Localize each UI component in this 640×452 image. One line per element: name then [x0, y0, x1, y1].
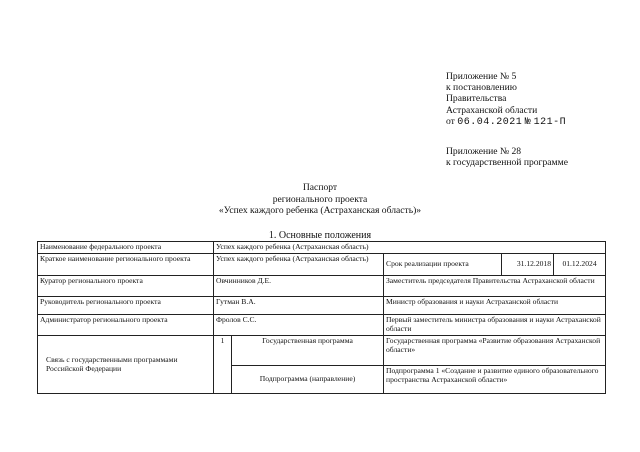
appendix-5-line2: Правительства — [446, 93, 507, 105]
passport-title-line2: регионального проекта — [272, 193, 368, 205]
appendix-5-line1: к постановлению — [446, 82, 517, 94]
links-label: Связь с государственными программами Российской Федерации — [38, 336, 214, 394]
appendix-28-line1: к государственной программе — [446, 157, 568, 169]
short-name-value: Успех каждого ребенка (Астраханская область) — [214, 254, 384, 276]
appendix-5-block — [446, 71, 566, 128]
curator-name: Овчинников Д.Е. — [214, 276, 384, 297]
number-sign: № — [524, 116, 532, 128]
subprogram-value: Подпрограмма 1 «Создание и развитие единого образовательного пространства Астраханской области» — [384, 366, 606, 394]
table-row — [38, 276, 606, 297]
term-end: 01.12.2024 — [554, 254, 606, 276]
table-row — [38, 242, 606, 254]
admin-label: Администратор регионального проекта — [38, 315, 214, 336]
gov-program-value: Государственная программа «Развитие образования Астраханской области» — [384, 336, 606, 366]
table-row — [38, 336, 606, 366]
head-name: Гутман В.А. — [214, 297, 384, 315]
passport-title-line3: «Успех каждого ребенка (Астраханская область)» — [218, 205, 422, 216]
term-label: Срок реализации проекта — [384, 254, 502, 276]
head-position: Министр образования и науки Астраханской области — [384, 297, 606, 315]
term-start: 31.12.2018 — [502, 254, 554, 276]
curator-label: Куратор регионального проекта — [38, 276, 214, 297]
decree-number: 121-П — [533, 116, 567, 128]
appendix-5-line3: Астраханской области — [446, 104, 538, 116]
table-row — [38, 254, 606, 276]
decree-date: 06.04.2021 — [457, 116, 523, 128]
passport-title-line1: Паспорт — [302, 182, 338, 193]
admin-position: Первый заместитель министра образования и науки Астраханской области — [384, 315, 606, 336]
links-index: 1 — [214, 336, 232, 394]
section-heading — [0, 230, 640, 241]
curator-position: Заместитель председателя Правительства Астраханской области — [384, 276, 606, 297]
federal-project-value: Успех каждого ребенка (Астраханская область) — [214, 242, 606, 254]
from-prefix: от — [446, 115, 455, 127]
table-row — [38, 315, 606, 336]
passport-title — [0, 182, 640, 217]
section-number: 1. — [268, 230, 277, 241]
head-label: Руководитель регионального проекта — [38, 297, 214, 315]
gov-program-label: Государственная программа — [232, 336, 384, 366]
federal-project-label: Наименование федерального проекта — [38, 242, 214, 254]
appendix-5-title: Приложение № 5 — [446, 71, 517, 82]
subprogram-label: Подпрограмма (направление) — [232, 366, 384, 394]
table-row — [38, 297, 606, 315]
section-title: Основные положения — [278, 230, 372, 241]
short-name-label: Краткое наименование регионального проекта — [38, 254, 214, 276]
admin-name: Фролов С.С. — [214, 315, 384, 336]
appendix-5-date-line — [446, 116, 566, 128]
appendix-28-block — [446, 146, 568, 168]
passport-table — [37, 241, 606, 394]
appendix-28-title: Приложение № 28 — [446, 146, 522, 157]
